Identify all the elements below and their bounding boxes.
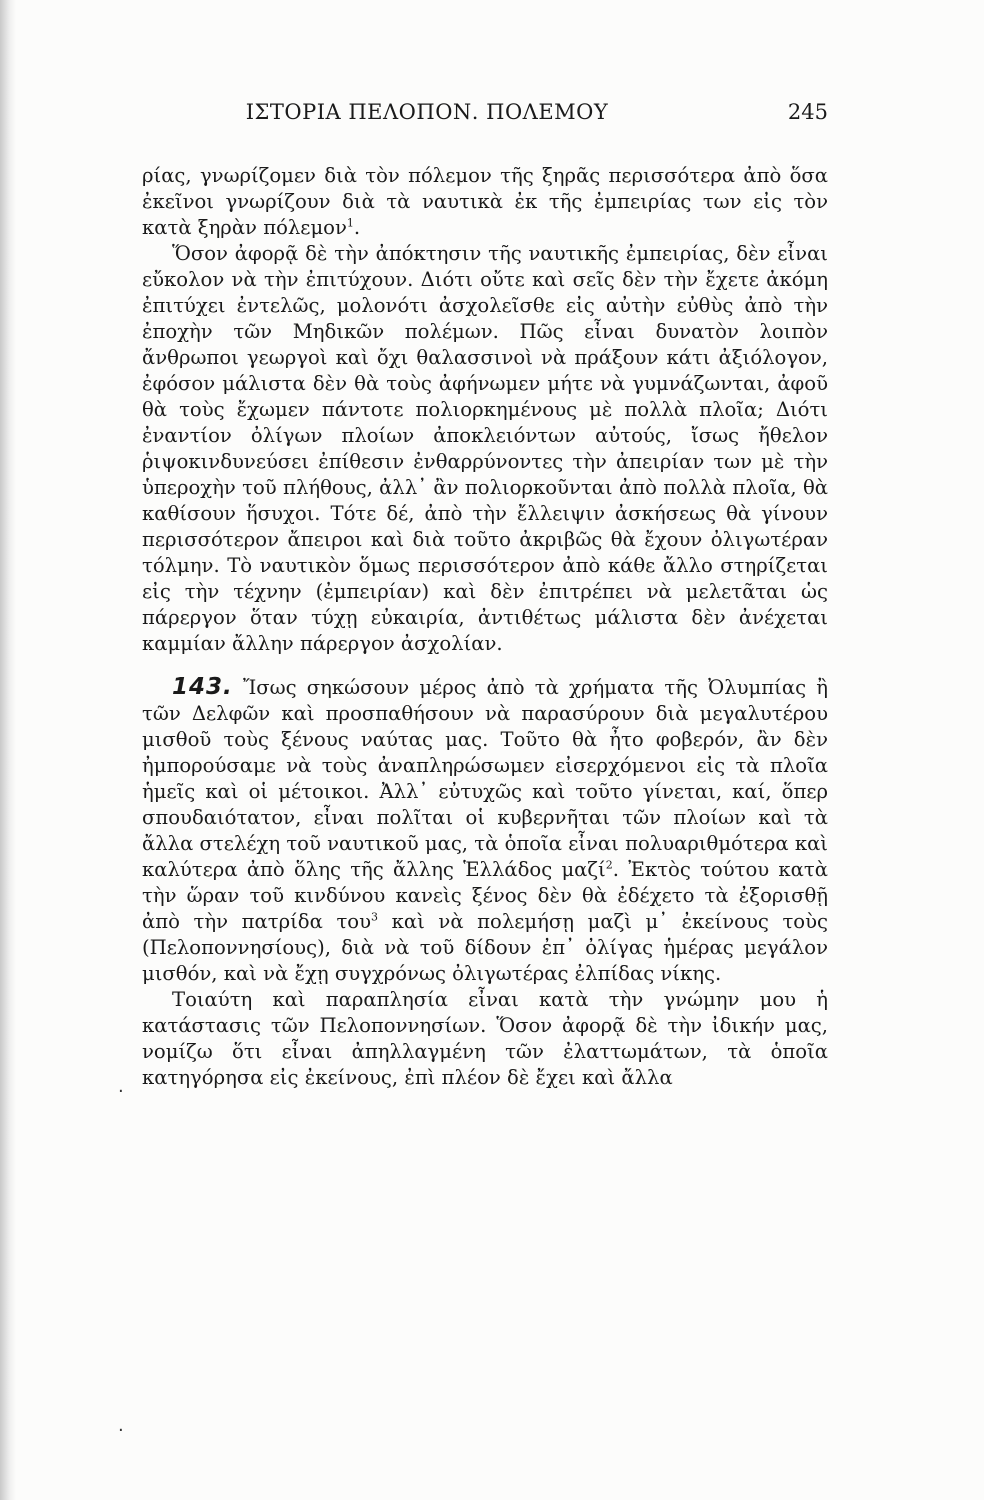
paragraph-3-part1: Ἴσως σηκώσουν μέρος ἀπὸ τὰ χρήματα τῆς Ὀλυμπίας ἢ τῶν Δελφῶν καὶ προσπαθήσουν νὰ παρασύρουν διὰ μεγαλυτέρου μισθοῦ τοὺς ξένους ναύτας μας. Τοῦτο θὰ ἦτο φοβερόν, ἂν δὲν ἠμπορούσαμε νὰ τοὺς ἀναπληρώσωμεν εἰσερχόμενοι εἰς τὰ πλοῖα ἡμεῖς καὶ οἱ μέτοικοι. Ἀλλ᾽ εὐτυχῶς καὶ τοῦτο γίνεται, καί, ὅπερ σπουδαιότατον, εἶναι πολῖται οἱ κυβερνῆται τῶν πλοίων καὶ τὰ ἄλλα στελέχη τοῦ ναυτικοῦ μας, τὰ ὁποῖα εἶναι πολυαριθμότερα καὶ καλύτερα ἀπὸ ὅλης τῆς ἄλλης Ἑλλάδος μαζί [142, 676, 828, 881]
footnote-marker-3: 3 [371, 910, 378, 924]
paragraph-3-part3: καὶ νὰ πολεμήσῃ μαζὶ μ᾽ ἐκείνους τοὺς (Πελοποννησίους), διὰ νὰ τοῦ δίδουν ἐπ᾽ ὀλίγας ἡμέρας μεγάλον μισθόν, καὶ νὰ ἔχῃ συγχρόνως ὀλιγωτέρας ἐλπίδας νίκης. [142, 910, 828, 985]
paragraph-2: Ὅσον ἀφορᾷ δὲ τὴν ἀπόκτησιν τῆς ναυτικῆς ἐμπειρίας, δὲν εἶναι εὔκολον νὰ τὴν ἐπιτύχουν. Διότι οὔτε καὶ σεῖς δὲν τὴν ἔχετε ἀκόμη ἐπιτύχει ἐντελῶς, μολονότι ἀσχολεῖσθε εἰς αὐτὴν εὐθὺς ἀπὸ τὴν ἐποχὴν τῶν Μηδικῶν πολέμων. Πῶς εἶναι δυνατὸν λοιπὸν ἄνθρωποι γεωργοὶ καὶ ὄχι θαλασσινοὶ νὰ πράξουν κάτι ἀξιόλογον, ἐφόσον μάλιστα δὲν θὰ τοὺς ἀφήνωμεν μήτε νὰ γυμνάζωνται, ἀφοῦ θὰ τοὺς ἔχωμεν πάντοτε πολιορκημένους μὲ πολλὰ πλοῖα; Διότι ἐναντίον ὀλίγων πλοίων ἀποκλειόντων αὐτούς, ἴσως ἤθελον ῥιψοκινδυνεύσει ἐπίθεσιν ἐνθαρρύνοντες τὴν ἀπειρίαν των μὲ τὴν ὑπεροχὴν τοῦ πλήθους, ἀλλ᾽ ἂν πολιορκοῦνται ἀπὸ πολλὰ πλοῖα, θὰ καθίσουν ἥσυχοι. Τότε δέ, ἀπὸ τὴν ἔλλειψιν ἀσκήσεως θὰ γίνουν περισσότερον ἄπειροι καὶ διὰ τοῦτο ἀκριβῶς θὰ ἔχουν ὀλιγωτέραν τόλμην. Τὸ ναυτικὸν ὅμως περισσότερον ἀπὸ κάθε ἄλλο στηρίζεται εἰς τὴν τέχνην (ἐμπειρίαν) καὶ δὲν ἐπιτρέπει νὰ μελετᾶται ὡς πάρεργον ὅταν τύχῃ εὐκαιρία, ἀντιθέτως μάλιστα δὲν ἀνέχεται καμμίαν ἄλλην πάρεργον ἀσχολίαν. [142, 242, 828, 655]
running-title: ΙΣΤΟΡΙΑ ΠΕΛΟΠΟΝ. ΠΟΛΕΜΟΥ [245, 100, 609, 124]
footnote-marker-2: 2 [605, 858, 613, 872]
page-number: 245 [787, 100, 828, 124]
paragraph-3-part2: . Ἐκτὸς τούτου κατὰ τὴν ὥραν τοῦ κινδύνου κανεὶς ξένος δὲν θὰ ἐδέχετο τὰ ἐξορισθῇ ἀπὸ τὴν πατρίδα του [142, 858, 828, 933]
paragraph-1 [142, 163, 828, 241]
margin-dot-mark: · [118, 1081, 124, 1102]
running-header [142, 100, 828, 128]
paragraph-1-end: . [353, 216, 361, 239]
paragraph-section-143 [142, 674, 828, 987]
margin-dot-mark: · [118, 1420, 124, 1441]
paragraph-4: Τοιαύτη καὶ παραπλησία εἶναι κατὰ τὴν γνώμην μου ἡ κατάστασις τῶν Πελοποννησίων. Ὅσον ἀφορᾷ δὲ τὴν ἰδικήν μας, νομίζω ὅτι εἶναι ἀπηλλαγμένη τῶν ἐλαττωμάτων, τὰ ὁποῖα κατηγόρησα εἰς ἐκείνους, ἐπὶ πλέον δὲ ἔχει καὶ ἄλλα [142, 988, 828, 1089]
footnote-marker-1: 1 [346, 216, 354, 230]
page-gutter-shadow [0, 0, 16, 1500]
paragraph-1-text: ρίας, γνωρίζομεν διὰ τὸν πόλεμον τῆς ξηρᾶς περισσότερα ἀπὸ ὅσα ἐκεῖνοι γνωρίζουν διὰ τὰ ναυτικὰ ἐκ τῆς ἐμπειρίας των εἰς τὸν κατὰ ξηρὰν πόλεμον [142, 164, 828, 239]
body-text [142, 163, 828, 1091]
section-number: 143. [172, 674, 233, 700]
